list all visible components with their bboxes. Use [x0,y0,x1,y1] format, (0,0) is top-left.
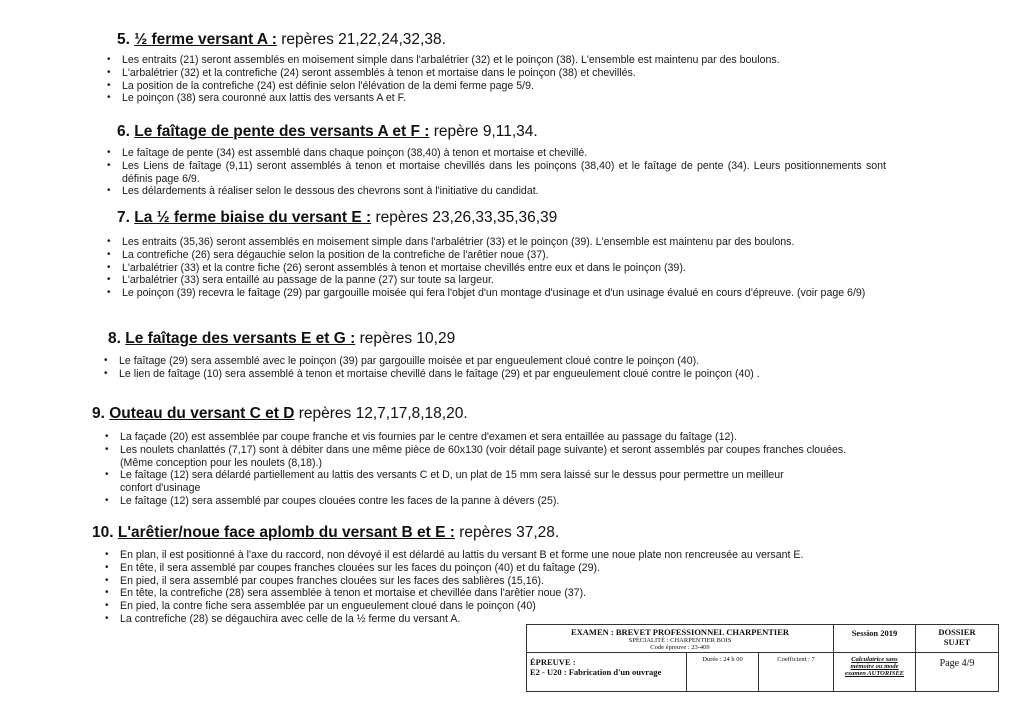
section-9-heading [92,405,468,423]
section-9-list [102,431,912,508]
list-item: • Le faîtage (12) sera délardé partiellement au lattis des versants C et D, un plat de 15 mm sera laissé sur le dessus pour permettre un meilleur confort d'usinage [105,469,784,495]
section-10-heading [92,524,559,542]
section-refs: repère 9,11,34. [429,123,538,140]
exam-cartouche [526,624,999,692]
list-item: • Le poinçon (38) sera couronné aux lattis des versants A et F. [107,92,406,105]
section-5-list [104,54,884,105]
section-refs: repères 12,7,17,8,18,20. [294,405,468,422]
section-title: Outeau du versant C et D [109,405,295,422]
section-title: L'arêtier/noue face aplomb du versant B et E : [117,524,455,541]
section-title: Le faîtage des versants E et G : [125,330,356,347]
section-6-heading [117,123,538,141]
list-item: • Les entraits (35,36) seront assemblés en moisement simple dans l'arbalétrier (33) et le poinçon (39). L'ensemble est maintenu par des boulons. [107,236,795,248]
list-item: • Les Liens de faîtage (9,11) seront assemblés à tenon et mortaise chevillés dans les poinçons (38,40) et le faîtage de pente (34). Leurs positionnements sont définis page 6/9. [107,159,886,185]
section-title: La ½ ferme biaise du versant E : [134,209,372,226]
section-refs: repères 23,26,33,35,36,39 [371,209,558,226]
page-number: Page 4/9 [939,658,975,669]
list-item: • La position de la contrefiche (24) est définie selon l'élévation de la demi ferme page 5/9. [107,79,534,92]
exam-code: Code épreuve : 23-409 [650,644,710,651]
section-refs: repères 10,29 [355,330,456,347]
list-item: • En pied, la contre fiche sera assemblée par un engueulement cloué dans le poinçon (40) [105,600,536,613]
section-title: ½ ferme versant A : [134,31,277,48]
list-item: • Les noulets chanlattés (7,17) sont à débiter dans une même pièce de 60x130 (voir détail page suivante) et seront assemblés par coupes franches clouées. (Même conception pour les noulets (8,18).) [105,443,847,469]
list-item: • L'arbalétrier (33) et la contre fiche (26) seront assemblés à tenon et mortaise chevillés entre eux et dans le poinçon (39). [107,261,686,274]
section-number: 6. [117,123,130,140]
coefficient-cell [759,653,834,691]
epreuve-name: E2 - U20 : Fabrication d'un ouvrage [530,667,662,677]
exam-header-cell [527,625,834,653]
section-number: 10. [92,524,114,541]
list-item: • En pied, il sera assemblé par coupes franches clouées sur les faces des sablières (15,16). [105,574,544,587]
sujet: SUJET [943,637,971,647]
section-5-heading [117,31,446,49]
list-item: • En tête, il sera assemblé par coupes franches clouées sur les faces du poinçon (40) et du faîtage (29). [105,561,600,574]
list-item: • Les délardements à réaliser selon le dessous des chevrons sont à l'initiative du candidat. [107,185,539,198]
list-item: • La contrefiche (26) sera dégauchie selon la position de la contrefiche de l'arêtier noue (37). [107,248,549,261]
dossier: DOSSIER [938,627,976,637]
exam-specialty: SPÉCIALITÉ : CHARPENTIER BOIS [628,637,732,644]
section-10-list [102,549,902,626]
epreuve-label: ÉPREUVE : [530,657,576,667]
coefficient: Coefficient : 7 [777,656,815,663]
section-refs: repères 21,22,24,32,38. [276,31,446,48]
calculatrice: Calculatrice sans mémoire ou mode examen AUTORISÉE [844,656,905,677]
calculatrice-cell [834,653,916,691]
section-title: Le faîtage de pente des versants A et F : [134,123,430,140]
session-cell [834,625,916,653]
dossier-cell [916,625,998,653]
section-number: 5. [117,31,130,48]
section-7-heading [117,209,557,227]
section-refs: repères 37,28. [454,524,560,541]
section-number: 9. [92,405,105,422]
list-item: • En plan, il est positionné à l'axe du raccord, non dévoyé il est délardé au lattis du versant B et forme une noue plate non rencreusée au versant E. [105,549,804,561]
epreuve-cell [527,653,687,691]
list-item: • L'arbalétrier (33) sera entaillé au passage de la panne (27) sur toute sa largeur. [107,274,494,287]
list-item: • Les entraits (21) seront assemblés en moisement simple dans l'arbalétrier (32) et le poinçon (38). L'ensemble est maintenu par des boulons. [107,54,780,66]
list-item: • La façade (20) est assemblée par coupe franche et vis fournies par le centre d'examen et sera entaillée au passage du faîtage (12). [105,431,737,443]
section-number: 8. [108,330,121,347]
duree: Durée : 24 h 00 [702,656,743,663]
list-item: • La contrefiche (28) se dégauchira avec celle de la ½ ferme du versant A. [105,612,461,625]
section-6-list [104,147,886,198]
session: Session 2019 [851,628,898,638]
list-item: • En tête, la contrefiche (28) sera assemblée à tenon et mortaise et chevillée dans l'arêtier noue (37). [105,587,587,600]
list-item: • Le poinçon (39) recevra le faîtage (29) par gargouille moisée qui fera l'objet d'un montage d'usinage et d'un usinage évalué en cours d'épreuve. (voir page 6/9) [107,287,866,300]
exam-title: EXAMEN : BREVET PROFESSIONNEL CHARPENTIER [570,627,790,637]
list-item: • Le faîtage (12) sera assemblé par coupes clouées contre les faces de la panne à dévers (25). [105,494,560,507]
list-item: • Le faîtage (29) sera assemblé avec le poinçon (39) par gargouille moisée et par engueulement cloué contre le poinçon (40). [104,355,700,367]
section-8-list [101,355,891,381]
duree-cell [687,653,759,691]
list-item: • Le faîtage de pente (34) est assemblé dans chaque poinçon (38,40) à tenon et mortaise et chevillé. [107,147,588,159]
section-7-list [104,236,894,300]
page-cell [916,653,998,691]
list-item: • L'arbalétrier (32) et la contrefiche (24) seront assemblés à tenon et mortaise dans le poinçon (38) et chevillés. [107,66,636,79]
section-8-heading [108,330,455,348]
list-item: • Le lien de faîtage (10) sera assemblé à tenon et mortaise chevillé dans le faîtage (29) et par engueulement cloué contre le poinçon (40) . [104,367,760,380]
section-number: 7. [117,209,130,226]
